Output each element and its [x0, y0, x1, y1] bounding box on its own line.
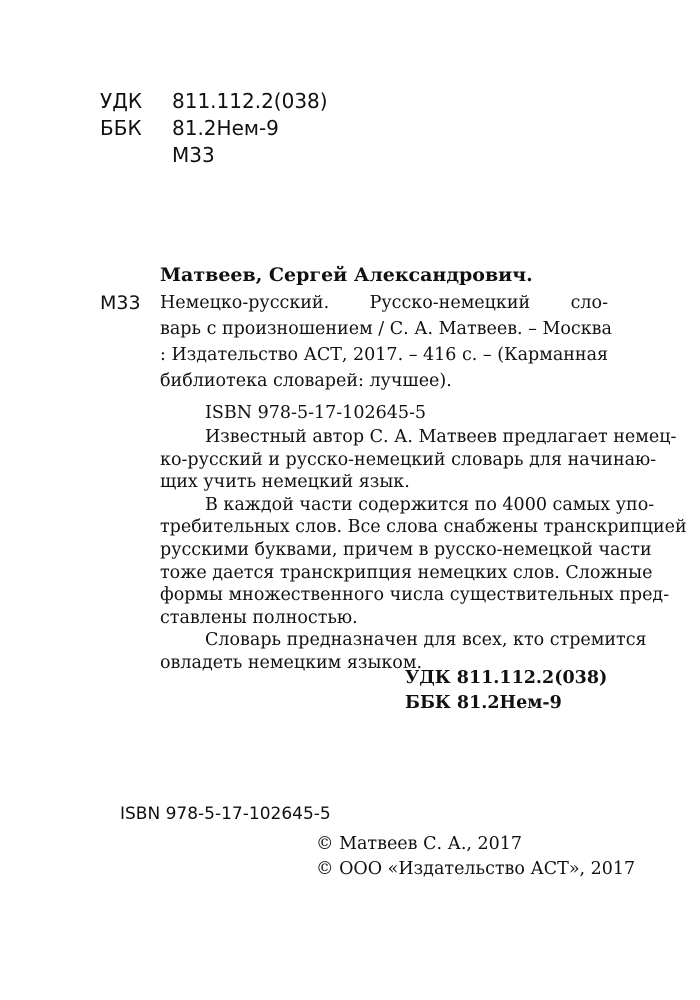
udk-label: УДК	[100, 89, 143, 113]
bbk-value: 81.2Нем-9	[172, 116, 279, 140]
annotation	[160, 426, 687, 675]
annotation-line: ко-русский и русско-немецкий словарь для начинаю-	[160, 449, 657, 470]
annotation-line: Словарь предназначен для всех, кто стремится	[205, 630, 647, 651]
annotation-line: щих учить немецкий язык.	[160, 472, 410, 493]
annotation-line: В каждой части содержится по 4000 самых упо-	[205, 494, 655, 515]
bbk-label: ББК	[100, 116, 142, 140]
author-sign: М33	[100, 292, 141, 314]
annotation-line: требительных слов. Все слова снабжены транскрипцией	[160, 517, 687, 538]
bib-line: библиотека словарей: лучшее).	[160, 371, 452, 391]
annotation-line: русскими буквами, причем в русско-немецкой части	[160, 539, 652, 560]
bbk-bottom: ББК 81.2Нем-9	[405, 693, 562, 713]
author-sign-top: М33	[172, 143, 215, 167]
annotation-line: тоже дается транскрипция немецких слов. Сложные	[160, 562, 653, 583]
annotation-line: Известный автор С. А. Матвеев предлагает немец-	[205, 427, 677, 447]
copyright-author: © Матвеев С. А., 2017	[316, 834, 523, 854]
udk-line	[100, 86, 328, 116]
annotation-line: формы множественного числа существительных пред-	[160, 585, 670, 606]
udk-bottom: УДК 811.112.2(038)	[405, 668, 608, 688]
isbn-main: ISBN 978-5-17-102645-5	[205, 403, 427, 423]
bbk-line	[100, 113, 279, 143]
udk-value: 811.112.2(038)	[172, 89, 328, 113]
annotation-line: ставлены полностью.	[160, 607, 358, 628]
isbn-footer: ISBN 978-5-17-102645-5	[120, 804, 331, 824]
bib-line: : Издательство АСТ, 2017. – 416 с. – (Карманная	[160, 345, 609, 365]
bib-line: Немецко-русский. Русско-немецкий сло-	[160, 293, 608, 313]
copyright-publisher: © ООО «Издательство АСТ», 2017	[316, 859, 636, 879]
bib-line: варь с произношением / С. А. Матвеев. – Москва	[160, 319, 612, 339]
author-heading: Матвеев, Сергей Александрович.	[160, 264, 533, 286]
annotation-line: овладеть немецким языком.	[160, 652, 423, 673]
bibliographic-description	[160, 290, 612, 394]
